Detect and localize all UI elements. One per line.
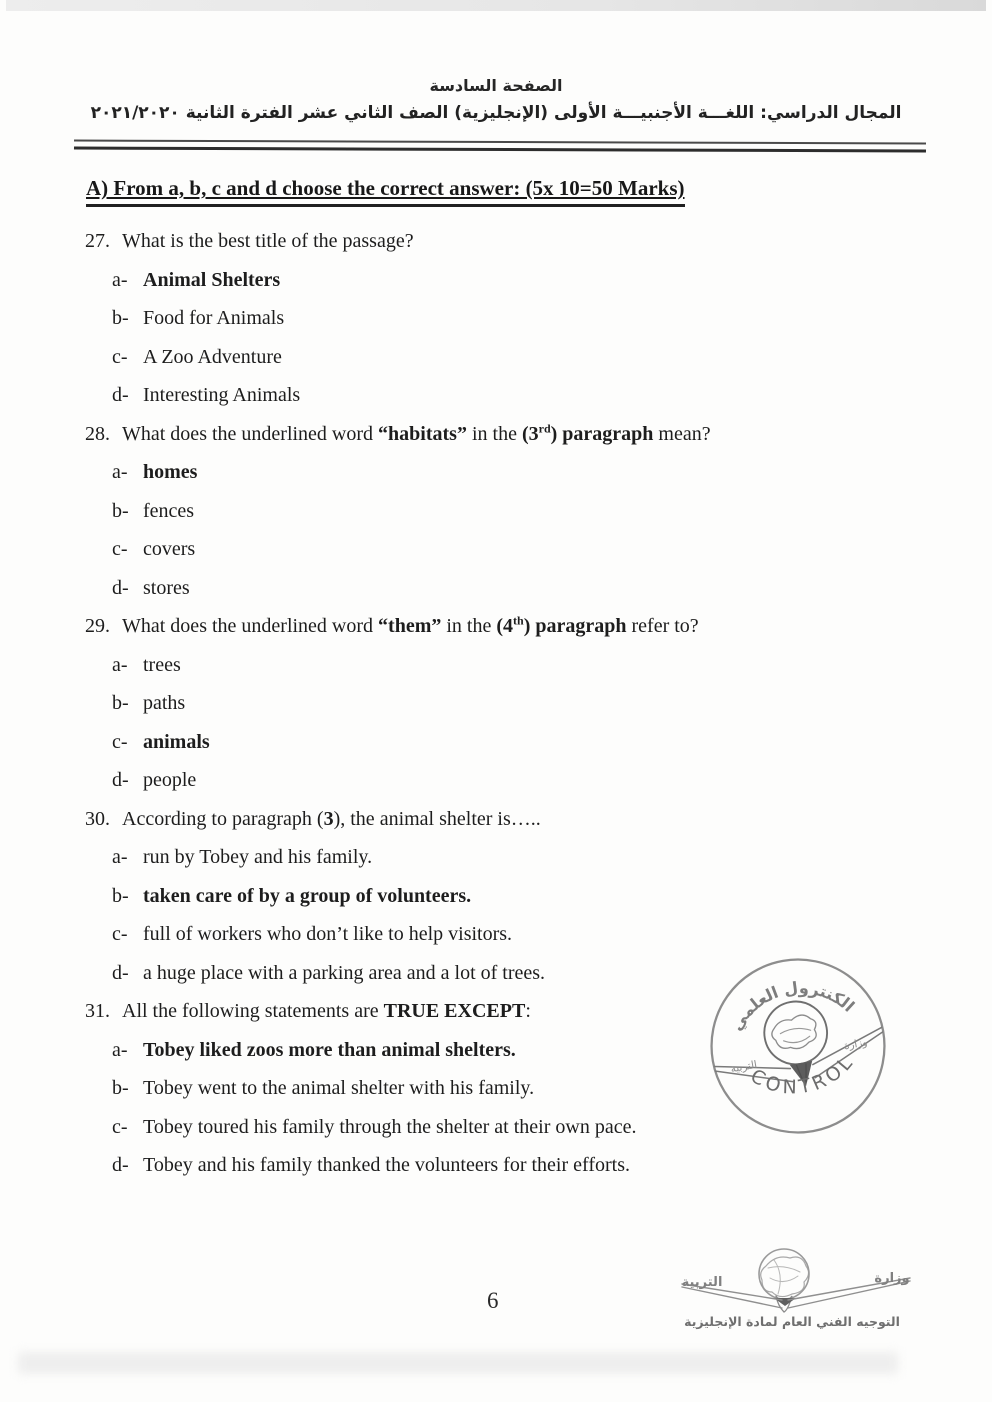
option-text: animals bbox=[143, 730, 210, 753]
answer-option-b[interactable] bbox=[85, 492, 925, 531]
answer-option-d[interactable] bbox=[85, 761, 925, 800]
svg-text:CONTROL bbox=[744, 1047, 864, 1107]
option-text: Tobey and his family thanked the volunteers for their efforts. bbox=[143, 1154, 630, 1176]
option-letter: d- bbox=[112, 576, 129, 599]
section-heading: A) From a, b, c and d choose the correct answer: (5x 10=50 Marks) bbox=[86, 176, 685, 207]
answer-option-a[interactable] bbox=[85, 453, 925, 492]
ministry-logo bbox=[670, 1238, 922, 1340]
prompt-segment: ) bbox=[550, 422, 563, 445]
option-letter: b- bbox=[112, 307, 129, 329]
stamp-right-word: وزارة bbox=[842, 1036, 869, 1053]
prompt-segment: refer to? bbox=[626, 615, 699, 637]
stamp-bottom-arc-text: CONTROL bbox=[746, 1050, 860, 1099]
option-letter: d- bbox=[112, 961, 129, 984]
answer-option-a[interactable] bbox=[85, 646, 925, 685]
prompt-segment: in the bbox=[466, 422, 522, 445]
question-prompt bbox=[85, 800, 925, 839]
answer-option-c[interactable] bbox=[85, 530, 925, 569]
option-letter: c- bbox=[112, 923, 128, 945]
page-number: 6 bbox=[487, 1288, 499, 1313]
option-letter: a- bbox=[112, 653, 128, 676]
option-letter: a- bbox=[112, 1038, 128, 1061]
option-letter: b- bbox=[112, 499, 129, 522]
question-block-28 bbox=[85, 415, 925, 608]
scan-artifact-bottom bbox=[18, 1352, 898, 1374]
option-letter: a- bbox=[112, 461, 128, 483]
option-text: full of workers who don’t like to help visitors. bbox=[143, 923, 513, 945]
prompt-segment: What does the underlined word bbox=[122, 422, 379, 445]
option-letter: c- bbox=[112, 345, 128, 368]
option-text: fences bbox=[143, 499, 195, 522]
option-letter: c- bbox=[112, 730, 128, 753]
option-text: Tobey toured his family through the shelter at their own pace. bbox=[143, 1115, 637, 1138]
option-text: Animal Shelters bbox=[143, 268, 281, 291]
answer-option-b[interactable] bbox=[85, 877, 925, 916]
option-text: trees bbox=[143, 653, 181, 676]
prompt-segment: th bbox=[513, 613, 524, 628]
option-letter: b- bbox=[112, 884, 129, 907]
option-text: A Zoo Adventure bbox=[143, 345, 282, 368]
prompt-segment: ), the animal shelter is….. bbox=[333, 807, 541, 830]
answer-option-d[interactable] bbox=[85, 376, 925, 415]
option-letter: a- bbox=[112, 846, 128, 868]
prompt-segment: 3 bbox=[323, 807, 334, 830]
ministry-logo-emblem bbox=[759, 1249, 809, 1312]
option-text: stores bbox=[143, 576, 190, 599]
question-prompt bbox=[85, 607, 925, 646]
prompt-segment: According to paragraph ( bbox=[122, 807, 324, 830]
answer-option-c[interactable] bbox=[85, 723, 925, 762]
prompt-segment: “habitats” bbox=[378, 422, 467, 445]
option-text: a huge place with a parking area and a lot of trees. bbox=[143, 961, 546, 984]
answer-option-d[interactable] bbox=[85, 1146, 925, 1185]
question-number: 31. bbox=[85, 1000, 110, 1022]
option-letter: c- bbox=[112, 538, 128, 560]
option-text: paths bbox=[143, 692, 186, 714]
option-letter: d- bbox=[112, 384, 129, 406]
option-text: people bbox=[143, 769, 197, 791]
answer-option-d[interactable] bbox=[85, 569, 925, 608]
answer-option-a[interactable] bbox=[85, 261, 925, 300]
header-course-line: المجال الدراسي: اللغـــة الأجنبيـــة الأولى (الإنجليزية) الصف الثاني عشر الفترة الثانية ٢٠٢١/٢٠٢٠ bbox=[90, 103, 902, 123]
stamp-left-word: التربية bbox=[729, 1058, 758, 1076]
option-letter: b- bbox=[112, 1077, 129, 1099]
header-divider bbox=[74, 140, 926, 153]
question-number: 28. bbox=[85, 422, 110, 445]
answer-option-a[interactable] bbox=[85, 838, 925, 877]
question-number: 29. bbox=[85, 615, 110, 637]
answer-option-b[interactable] bbox=[85, 299, 925, 338]
option-letter: a- bbox=[112, 268, 128, 291]
ministry-department-line: التوجيه الفني العام لمادة الإنجليزية bbox=[684, 1314, 900, 1329]
answer-option-c[interactable] bbox=[85, 338, 925, 377]
prompt-segment: rd bbox=[538, 420, 551, 435]
prompt-segment: (4 bbox=[496, 615, 514, 637]
answer-option-c[interactable] bbox=[85, 915, 925, 954]
option-text: run by Tobey and his family. bbox=[143, 846, 373, 868]
question-prompt bbox=[85, 415, 925, 454]
option-text: Tobey went to the animal shelter with his family. bbox=[143, 1077, 535, 1099]
stamp-top-arc-text: الكنترول العلمي bbox=[726, 978, 859, 1034]
option-letter: d- bbox=[112, 1154, 129, 1176]
option-text: taken care of by a group of volunteers. bbox=[143, 884, 472, 907]
prompt-segment: What is the best title of the passage? bbox=[122, 230, 414, 252]
question-block-29 bbox=[85, 607, 925, 800]
ministry-left-word: التربية bbox=[681, 1275, 723, 1290]
control-stamp bbox=[703, 951, 893, 1141]
ministry-right-word: وزارة bbox=[874, 1271, 910, 1286]
question-number: 27. bbox=[85, 230, 110, 252]
option-text: covers bbox=[143, 538, 196, 560]
option-text: Food for Animals bbox=[143, 307, 285, 329]
prompt-segment: ) bbox=[523, 615, 536, 637]
answer-option-b[interactable] bbox=[85, 684, 925, 723]
prompt-segment: “them” bbox=[378, 615, 442, 637]
option-text: homes bbox=[143, 461, 198, 483]
question-block-27 bbox=[85, 222, 925, 415]
option-letter: b- bbox=[112, 692, 129, 714]
prompt-segment: paragraph bbox=[535, 615, 627, 637]
prompt-segment: mean? bbox=[653, 422, 711, 445]
option-text: Tobey liked zoos more than animal shelters. bbox=[143, 1038, 516, 1061]
option-letter: c- bbox=[112, 1115, 128, 1138]
prompt-segment: in the bbox=[441, 615, 497, 637]
prompt-segment: All the following statements are bbox=[122, 1000, 384, 1022]
prompt-segment: : bbox=[525, 1000, 531, 1022]
scan-artifact-top bbox=[6, 0, 986, 11]
question-number: 30. bbox=[85, 807, 110, 830]
prompt-segment: paragraph bbox=[562, 422, 654, 445]
header-page-label: الصفحة السادسة bbox=[429, 76, 563, 95]
prompt-segment: TRUE EXCEPT bbox=[383, 1000, 526, 1022]
prompt-segment: What does the underlined word bbox=[122, 615, 379, 637]
prompt-segment: (3 bbox=[521, 422, 539, 445]
question-prompt bbox=[85, 222, 925, 261]
option-text: Interesting Animals bbox=[143, 384, 301, 406]
option-letter: d- bbox=[112, 769, 129, 791]
